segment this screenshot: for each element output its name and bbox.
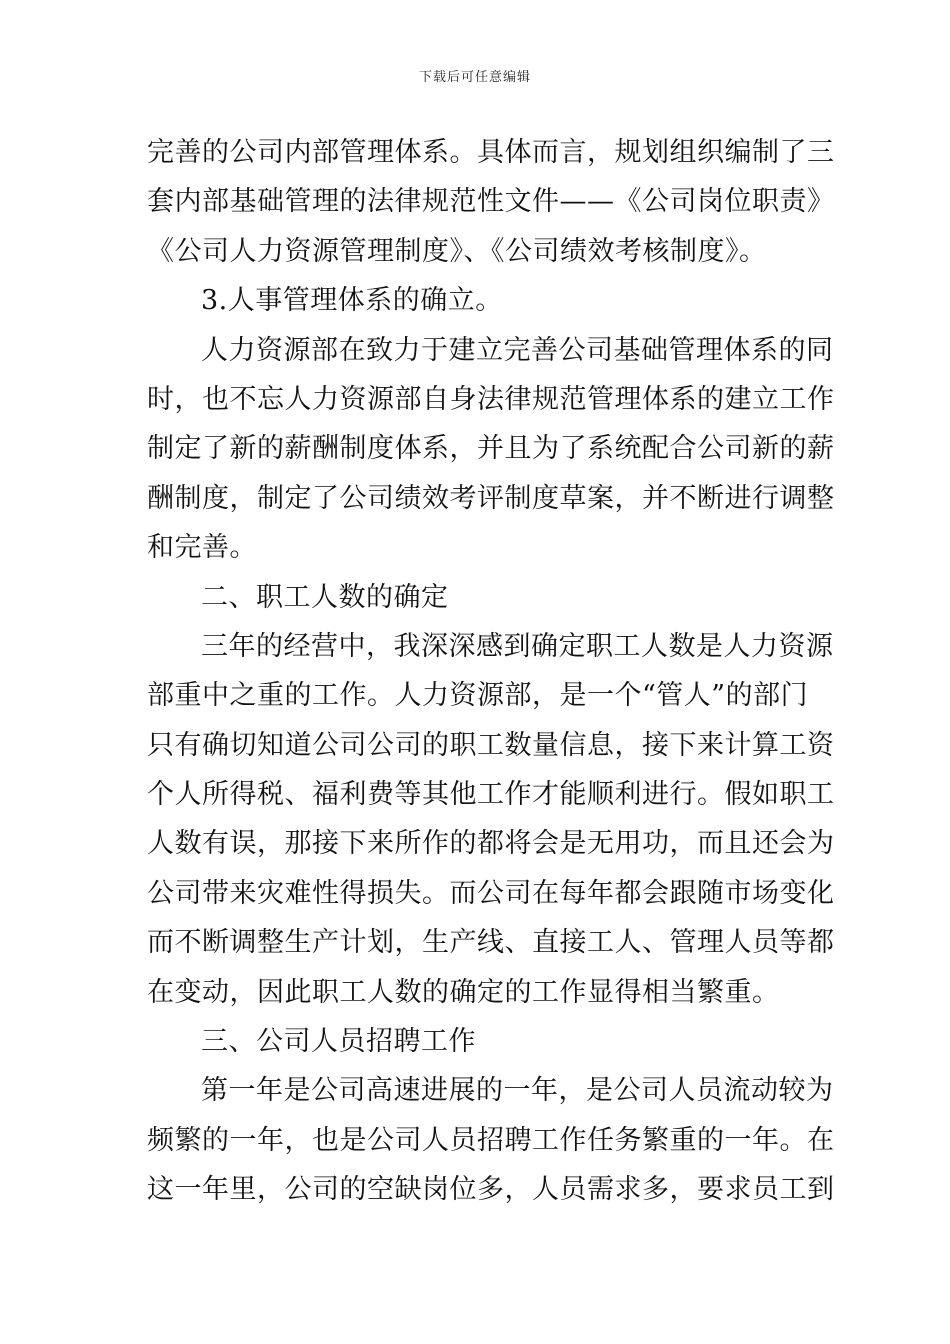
page-header: 下载后可任意编辑 [418, 70, 531, 85]
text-line: 和完善。 [147, 532, 257, 564]
section-heading: 3.人事管理体系的确立。 [201, 285, 503, 317]
text-line: 《公司人力资源管理制度》、《公司绩效考核制度》。 [147, 235, 767, 267]
text-line: 这一年里，公司的空缺岗位多，人员需求多，要求员工到 [147, 1174, 835, 1206]
section-heading: 二、职工人数的确定 [201, 581, 449, 613]
text-line: 第一年是公司高速进展的一年，是公司人员流动较为 [201, 1075, 834, 1107]
text-line: 部重中之重的工作。人力资源部，是一个“管人”的部门 [147, 680, 809, 712]
text-line: 三年的经营中，我深深感到确定职工人数是人力资源 [201, 630, 834, 662]
text-line: 频繁的一年，也是公司人员招聘工作任务繁重的一年。在 [147, 1124, 835, 1156]
text-line: 只有确切知道公司公司的职工数量信息，接下来计算工资 [147, 729, 835, 761]
text-line: 制定了新的薪酬制度体系，并且为了系统配合公司新的薪 [147, 433, 835, 465]
document-body [147, 128, 835, 1215]
text-line: 完善的公司内部管理体系。具体而言，规划组织编制了三 [147, 137, 835, 168]
text-line: 套内部基础管理的法律规范性文件——《公司岗位职责》 [147, 186, 835, 218]
text-line: 人力资源部在致力于建立完善公司基础管理体系的同 [201, 334, 834, 366]
text-line: 个人所得税、福利费等其他工作才能顺利进行。假如职工 [147, 779, 835, 811]
text-line: 在变动，因此职工人数的确定的工作显得相当繁重。 [147, 976, 780, 1008]
text-line: 人数有误，那接下来所作的都将会是无用功，而且还会为 [147, 828, 835, 860]
text-line: 公司带来灾难性得损失。而公司在每年都会跟随市场变化 [147, 877, 835, 909]
section-heading: 三、公司人员招聘工作 [201, 1026, 476, 1058]
text-line: 酬制度，制定了公司绩效考评制度草案，并不断进行调整 [147, 482, 835, 514]
text-line: 时，也不忘人力资源部自身法律规范管理体系的建立工作 [147, 383, 835, 415]
text-line: 而不断调整生产计划，生产线、直接工人、管理人员等都 [147, 927, 835, 959]
